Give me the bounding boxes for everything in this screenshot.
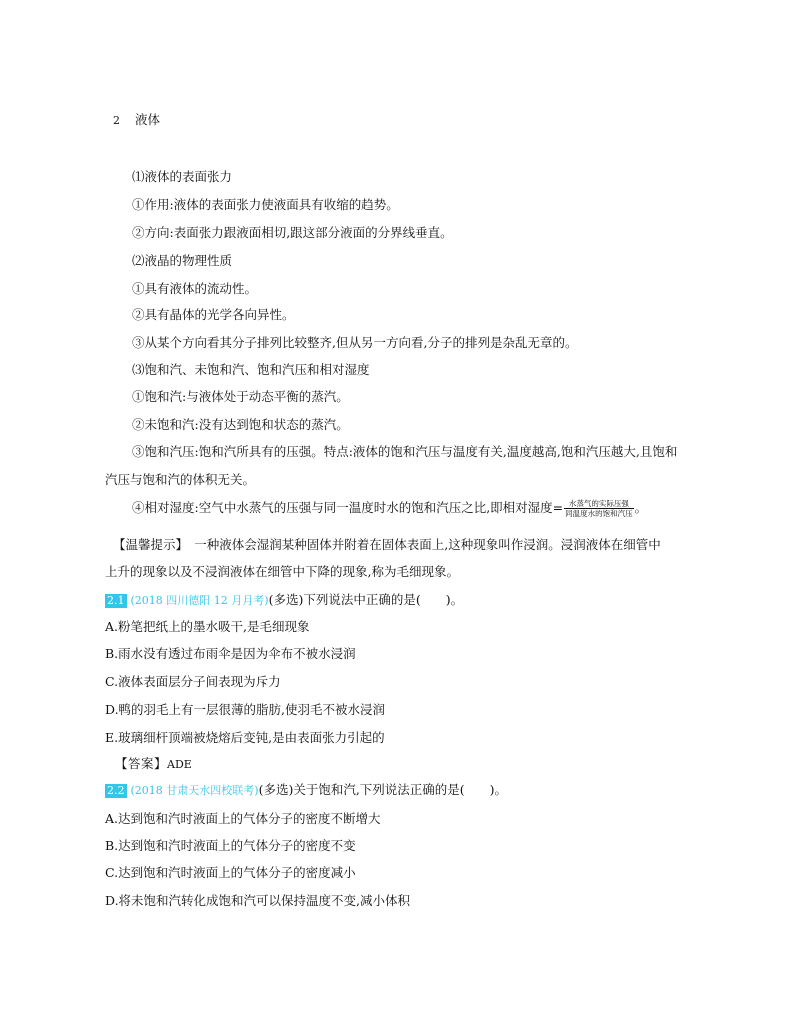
- text-line: ③从某个方向看其分子排列比较整齐,但从另一方向看,分子的排列是杂乱无章的。: [132, 335, 578, 350]
- humidity-fraction: [564, 499, 634, 518]
- option-b: B.雨水没有透过布雨伞是因为伞布不被水浸润: [105, 646, 356, 661]
- option-a: A.粉笔把纸上的墨水吸干,是毛细现象: [105, 619, 310, 634]
- text-line: ①具有液体的流动性。: [132, 281, 258, 296]
- option-b: B.达到饱和汽时液面上的气体分子的密度不变: [105, 838, 356, 853]
- option-e: E.玻璃细杆顶端被烧熔后变钝,是由表面张力引起的: [105, 730, 385, 745]
- option-c: C.达到饱和汽时液面上的气体分子的密度减小: [105, 865, 356, 880]
- question-source: (2018 甘肃天水四校联考): [130, 784, 259, 797]
- question-2-1-stem: [105, 591, 463, 610]
- section-number: 2: [113, 114, 120, 127]
- question-tag: 2.2: [107, 784, 125, 797]
- answer-line: [115, 755, 192, 774]
- option-d: D.将未饱和汽转化成饱和汽可以保持温度不变,减小体积: [105, 893, 411, 908]
- fraction-denominator: 同温度水的饱和汽压: [565, 509, 633, 518]
- text-line: ②未饱和汽:没有达到饱和状态的蒸汽。: [132, 417, 349, 432]
- text-line: ②方向:表面张力跟液面相切,跟这部分液面的分界线垂直。: [132, 225, 453, 240]
- subheading-liquid-crystal: ⑵液晶的物理性质: [132, 253, 233, 268]
- option-a: A.达到饱和汽时液面上的气体分子的密度不断增大: [105, 811, 381, 826]
- text-line: ①饱和汽:与液体处于动态平衡的蒸汽。: [132, 389, 349, 404]
- question-text: (多选)关于饱和汽,下列说法正确的是( )。: [258, 782, 508, 797]
- answer-value: ADE: [167, 758, 192, 771]
- section-heading: [113, 111, 160, 130]
- text-span: 。: [634, 500, 648, 515]
- text-line: ①作用:液体的表面张力使液面具有收缩的趋势。: [132, 197, 399, 212]
- text-line: ③饱和汽压:饱和汽所具有的压强。特点:液体的饱和汽压与温度有关,温度越高,饱和汽压越大,且饱和: [132, 444, 678, 459]
- tip-line: 【温馨提示】 一种液体会湿润某种固体并附着在固体表面上,这种现象叫作浸润。浸润液体在细管中: [113, 537, 661, 552]
- subheading-saturated-vapor: ⑶饱和汽、未饱和汽、饱和汽压和相对湿度: [132, 362, 370, 377]
- text-line: ②具有晶体的光学各向异性。: [132, 307, 295, 322]
- fraction-numerator: 水蒸气的实际压强: [564, 499, 634, 509]
- tip-line: 上升的现象以及不浸润液体在细管中下降的现象,称为毛细现象。: [105, 564, 459, 579]
- question-text: (多选)下列说法中正确的是( )。: [268, 592, 464, 607]
- question-tag: 2.1: [107, 594, 125, 607]
- relative-humidity-line: [132, 499, 647, 518]
- text-span: ④相对湿度:空气中水蒸气的压强与同一温度时水的饱和汽压之比,即相对湿度=: [132, 500, 564, 515]
- section-title: 液体: [134, 112, 160, 127]
- subheading-surface-tension: ⑴液体的表面张力: [132, 169, 233, 184]
- text-line: 汽压与饱和汽的体积无关。: [105, 472, 256, 487]
- question-source: (2018 四川德阳 12 月月考): [130, 594, 269, 607]
- answer-label: 【答案】: [115, 756, 168, 771]
- option-c: C.液体表面层分子间表现为斥力: [105, 674, 281, 689]
- option-d: D.鸭的羽毛上有一层很薄的脂肪,使羽毛不被水浸润: [105, 702, 386, 717]
- question-2-2-stem: [105, 781, 507, 800]
